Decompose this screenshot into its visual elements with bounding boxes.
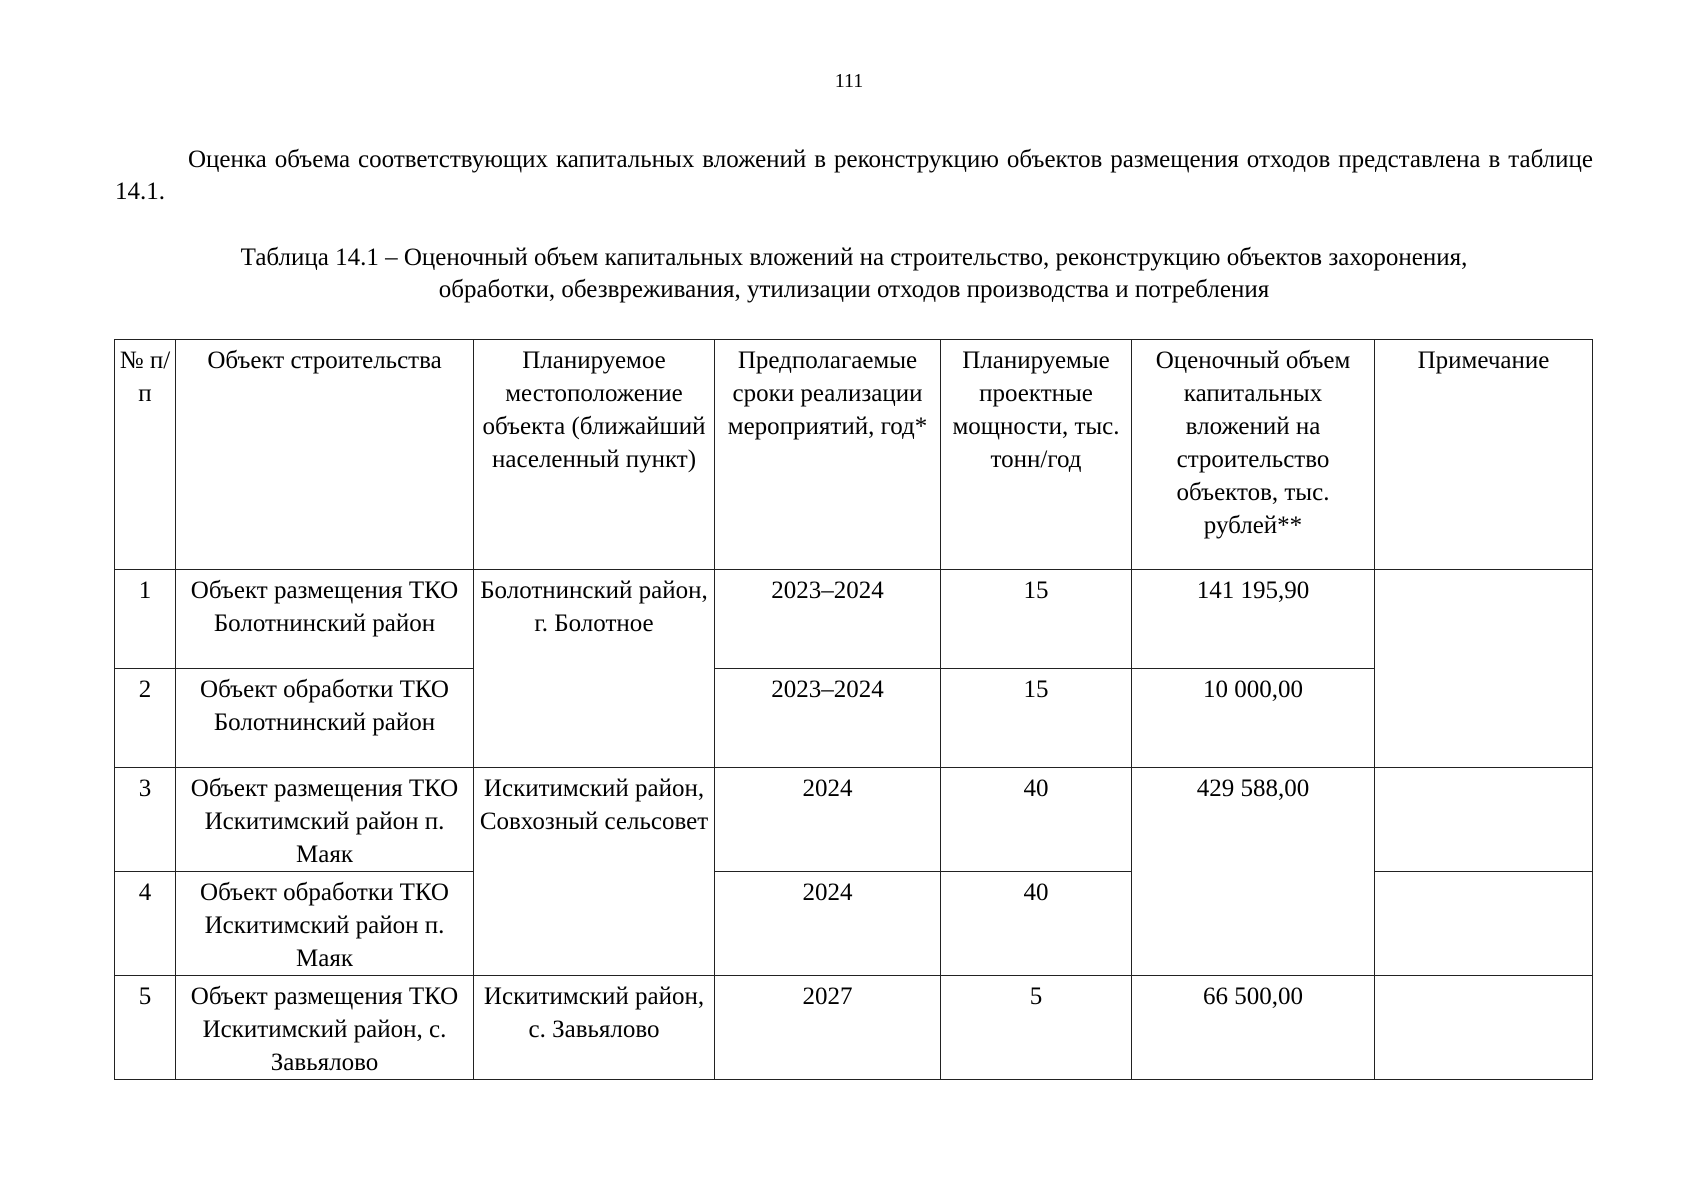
cell-object: Объект размещения ТКО Искитимский район, с. Завьялово — [176, 976, 474, 1080]
capital-investment-table — [114, 339, 1593, 1080]
table-caption-line-2: обработки, обезвреживания, утилизации отходов производства и потребления — [438, 276, 1270, 303]
table-row — [115, 669, 1593, 768]
cell-period: 2027 — [715, 976, 941, 1080]
table-row — [115, 976, 1593, 1080]
table-row — [115, 570, 1593, 669]
cell-note — [1375, 570, 1593, 768]
header-number: № п/п — [115, 340, 176, 570]
header-location: Планируемое местоположение объекта (ближайший населенный пункт) — [474, 340, 715, 570]
header-note: Примечание — [1375, 340, 1593, 570]
cell-cost: 429 588,00 — [1132, 768, 1375, 976]
cell-number: 4 — [115, 872, 176, 976]
cell-note — [1375, 872, 1593, 976]
header-capacity: Планируемые проектные мощности, тыс. тонн/год — [941, 340, 1132, 570]
table-header-row — [115, 340, 1593, 570]
cell-location: Искитимский район, Совхозный сельсовет — [474, 768, 715, 976]
cell-location: Искитимский район, с. Завьялово — [474, 976, 715, 1080]
table-caption — [115, 242, 1593, 306]
cell-cost: 141 195,90 — [1132, 570, 1375, 669]
cell-number: 3 — [115, 768, 176, 872]
cell-cost: 10 000,00 — [1132, 669, 1375, 768]
cell-capacity: 15 — [941, 570, 1132, 669]
cell-number: 5 — [115, 976, 176, 1080]
cell-cost: 66 500,00 — [1132, 976, 1375, 1080]
header-period: Предполагаемые сроки реализации мероприятий, год* — [715, 340, 941, 570]
cell-note — [1375, 976, 1593, 1080]
cell-object: Объект размещения ТКО Болотнинский район — [176, 570, 474, 669]
cell-number: 2 — [115, 669, 176, 768]
intro-paragraph: Оценка объема соответствующих капитальных вложений в реконструкцию объектов размещения отходов представлена в таблице 14.1. — [115, 146, 1593, 205]
table-caption-line-1: Таблица 14.1 – Оценочный объем капитальных вложений на строительство, реконструкцию объектов захоронения, — [240, 244, 1468, 271]
cell-note — [1375, 768, 1593, 872]
cell-capacity: 5 — [941, 976, 1132, 1080]
header-object: Объект строительства — [176, 340, 474, 570]
cell-object: Объект обработки ТКО Болотнинский район — [176, 669, 474, 768]
cell-capacity: 15 — [941, 669, 1132, 768]
cell-number: 1 — [115, 570, 176, 669]
header-cost: Оценочный объем капитальных вложений на строительство объектов, тыс. рублей** — [1132, 340, 1375, 570]
cell-period: 2023–2024 — [715, 669, 941, 768]
table-row — [115, 768, 1593, 872]
cell-object: Объект обработки ТКО Искитимский район п. Маяк — [176, 872, 474, 976]
cell-period: 2024 — [715, 768, 941, 872]
cell-object: Объект размещения ТКО Искитимский район п. Маяк — [176, 768, 474, 872]
cell-period: 2023–2024 — [715, 570, 941, 669]
cell-capacity: 40 — [941, 872, 1132, 976]
page-number: 111 — [834, 70, 864, 92]
cell-location: Болотнинский район, г. Болотное — [474, 570, 715, 768]
cell-period: 2024 — [715, 872, 941, 976]
cell-capacity: 40 — [941, 768, 1132, 872]
